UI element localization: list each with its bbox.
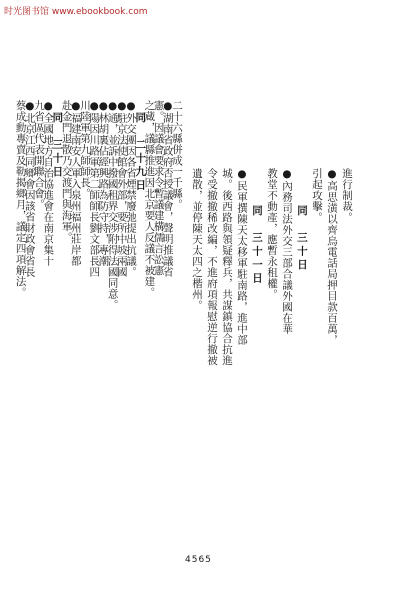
- text-column: 川陸軍第九師師長。: [79, 100, 91, 199]
- text-column: 令受撤撤稀改編，不進府項報慰逆行撤被: [206, 168, 218, 366]
- text-column: ●湖南省政府否授議會，聲明推議省: [161, 100, 174, 278]
- date-heading: 同 三十一日: [251, 205, 263, 286]
- date-heading: 同 二十九日: [134, 112, 147, 193]
- date-heading: 同 三十日: [51, 112, 64, 180]
- text-column: 蔡成勳專賣及勒揭鄉月，議定四項解法。: [14, 100, 27, 298]
- page-number: 4565: [185, 555, 212, 565]
- watermark-text: 时光图书馆 www.ebookbook.com: [4, 7, 148, 17]
- text-column: ●高思潢以齊烏電話局押目款百萬，: [326, 168, 338, 346]
- text-column: ●全國地方自治協進會在南京集十: [42, 100, 55, 267]
- text-column: ●民軍撰陳天太移軍駐南路，進中部: [236, 168, 248, 346]
- text-column: 進行制裁。: [341, 168, 353, 223]
- text-column: 憲。因議會要求令暫議建構儒言訟憲: [152, 100, 165, 276]
- text-column: ●林胡裏佔經興路為防守持，專潮: [97, 100, 110, 267]
- text-column: 赴金門退散乃交渡門與海軍。: [60, 100, 73, 243]
- text-column: ●外交團因各省煙禁廢弛提出抗議。: [125, 100, 137, 278]
- date-heading: 同 三十日: [296, 205, 308, 273]
- text-column: ●駐京法使館會外部，要所中坡兩國: [115, 100, 128, 278]
- text-column: ●內務司法外交三部合議外國在華: [281, 168, 293, 335]
- text-column: ●北京江西同鄉會因該省財政會省長: [23, 100, 36, 278]
- text-column: ●通，並訴中撥國租界交涉附得法國同意。: [106, 100, 119, 311]
- text-column: ●福建南安人軍入泉州福州莊岸都: [69, 100, 82, 267]
- text-column: ●陽因川路軍第二師師長劉文部長四: [88, 100, 101, 278]
- text-column: 城。後西路與領疑釋兵，共謀鎮協合抗進: [221, 168, 233, 366]
- text-column: 教堂不動產，應暫永租權。: [266, 168, 278, 300]
- text-column: 二十六縣併成一千縣。: [171, 100, 183, 210]
- text-column: 引起攻擊。: [311, 168, 323, 223]
- text-column: 九省區代表開聯合會。: [33, 100, 45, 210]
- text-column: 之蔵，議縣推進因北京要人反議不被建。: [143, 100, 156, 298]
- text-column: 遺散，並停陳天太四之楷州。: [191, 168, 203, 311]
